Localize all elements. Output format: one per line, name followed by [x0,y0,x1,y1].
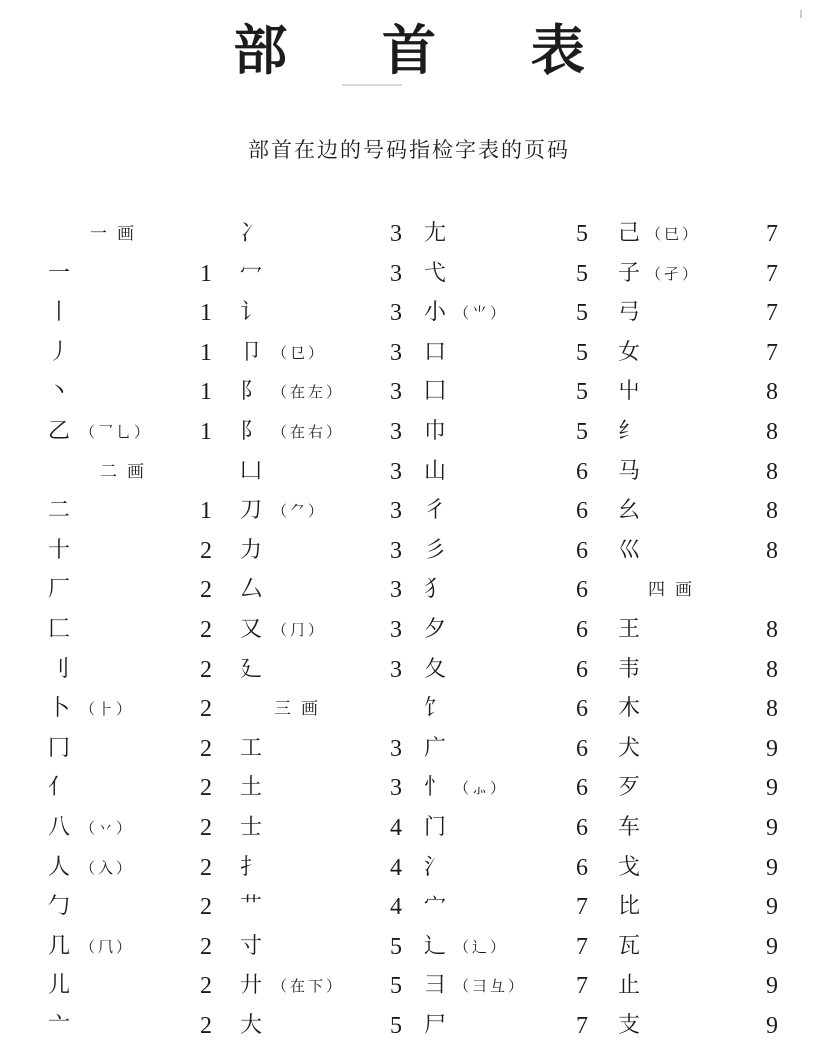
radical-char: 讠 [240,300,263,326]
radical-char: 氵 [424,854,447,880]
radical-char: 亠 [48,1013,71,1038]
page-number: 6 [576,656,588,683]
radical-row [240,849,420,887]
page-number: 6 [576,735,588,762]
page-number: 3 [390,379,402,406]
radical-row [618,413,798,451]
radical-row [618,255,798,293]
radical-variant: （㔾） [272,343,327,362]
stroke-count-label: 四画 [648,580,702,601]
radical-row [424,769,600,807]
radical-row [424,453,600,491]
page-number: 5 [576,221,588,247]
radical-row [618,651,798,689]
page-number: 7 [766,300,778,327]
radical-row [48,571,228,609]
page-number: 1 [200,339,212,366]
radical-char: 木 [618,696,641,722]
radical-char: 亻 [48,775,71,801]
radical-char: 忄 [424,775,447,801]
radical-row [48,888,228,926]
radical-row [618,928,798,966]
page-number: 2 [200,656,212,683]
radical-char: 己 [618,221,641,246]
page-subtitle: 部首在边的号码指检字表的页码 [248,138,570,162]
page-number: 7 [576,894,588,921]
radical-row [618,690,798,728]
radical-row [240,928,420,966]
page-number: 5 [576,260,588,287]
page-number: 5 [576,300,588,327]
radical-char: 王 [618,617,641,642]
radical-char: 儿 [48,973,71,999]
radical-char: 厂 [48,577,71,603]
radical-row [48,651,228,689]
page-number: 7 [576,973,588,1000]
scan-edge-mark [800,10,802,18]
radical-row [424,690,600,728]
radical-variant: （⺇） [80,937,135,956]
radical-row [240,413,420,451]
radical-char: 犭 [424,577,447,603]
radical-char: 冂 [48,735,71,761]
radical-char: 尸 [424,1013,447,1038]
column-3 [424,0,600,1059]
page-number: 9 [766,894,778,921]
radical-char: 土 [240,775,263,801]
radical-char: 尢 [424,221,447,246]
radical-row [48,730,228,768]
radical-row [618,888,798,926]
radical-row [618,967,798,1005]
radical-char: 八 [48,815,71,840]
radical-char: 丨 [48,300,71,326]
radical-row [240,453,420,491]
radical-row [48,492,228,530]
radical-char: 口 [424,339,447,365]
radical-row [240,571,420,609]
page-number: 5 [576,419,588,445]
radical-char: 弓 [618,300,641,326]
stroke-count-label: 一画 [90,224,144,244]
radical-char: 乙 [48,419,71,444]
radical-row [618,373,798,411]
radical-char: 廴 [240,656,263,682]
radical-row [424,809,600,847]
radical-char: 小 [424,300,447,326]
page-number: 8 [766,617,778,643]
radical-row [618,334,798,372]
radical-row [48,690,228,728]
page-number: 8 [766,458,778,485]
radical-row [48,611,228,649]
page-number: 2 [200,537,212,564]
radical-row [240,809,420,847]
radical-row [618,294,798,332]
page-number: 6 [576,696,588,723]
radical-row [424,373,600,411]
page-number: 7 [766,339,778,366]
radical-row [424,413,600,451]
page-number: 6 [576,458,588,485]
page-number: 9 [766,815,778,841]
radical-char: 门 [424,815,447,840]
page-number: 3 [390,221,402,247]
radical-row [618,532,798,570]
page-number: 3 [390,775,402,802]
radical-char: 女 [618,339,641,365]
radical-char: 犬 [618,735,641,761]
radical-char: 几 [48,933,71,959]
radical-char: 巾 [424,419,447,444]
page-number: 3 [390,735,402,762]
radical-row [240,769,420,807]
radical-variant: （孑） [646,264,701,283]
radical-char: 山 [424,458,447,484]
page-number: 8 [766,498,778,525]
radical-char: 戈 [618,854,641,880]
radical-char: 支 [618,1013,641,1038]
page-number: 1 [200,300,212,327]
radical-char: 宀 [424,894,447,920]
radical-char: 士 [240,815,263,840]
radical-char: 饣 [424,696,447,722]
radical-char: 囗 [424,379,447,405]
page-number: 2 [200,696,212,723]
radical-char: 子 [618,260,641,286]
radical-row [424,215,600,253]
stroke-count-header [48,215,228,253]
radical-char: 瓦 [618,933,641,959]
radical-char: 卜 [48,696,71,722]
radical-char: 辶 [424,933,447,959]
page-number: 1 [200,498,212,525]
radical-char: 勹 [48,894,71,920]
radical-row [424,255,600,293]
page-number: 6 [576,577,588,604]
radical-char: 又 [240,617,263,642]
radical-char: 丶 [48,379,71,405]
page-number: 1 [200,260,212,287]
radical-row [618,1007,798,1045]
radical-row [48,294,228,332]
radical-variant: （在右） [272,423,345,441]
radical-row [618,730,798,768]
stroke-count-header [48,453,228,491]
page-number: 6 [576,854,588,881]
radical-row [424,928,600,966]
page-number: 3 [390,419,402,445]
column-1 [48,0,228,1059]
page-number: 9 [766,1013,778,1039]
radical-char: 卩 [240,339,263,365]
radical-variant: （在左） [272,383,345,402]
radical-row [424,651,600,689]
radical-row [240,373,420,411]
radical-row [424,730,600,768]
radical-variant: （丷） [80,819,135,837]
radical-char: 冫 [240,221,263,246]
page-number: 5 [390,1013,402,1039]
radical-char: 比 [618,894,641,920]
radical-row [48,532,228,570]
page-number: 4 [390,815,402,841]
radical-row [48,769,228,807]
page-number: 8 [766,537,778,564]
radical-variant: （入） [80,858,135,877]
radical-row [48,334,228,372]
radical-row [48,413,228,451]
page-number: 6 [576,617,588,643]
page-number: 2 [200,577,212,604]
page-number: 2 [200,775,212,802]
page-number: 7 [576,933,588,960]
radical-row [240,334,420,372]
radical-row [240,888,420,926]
page-number: 5 [390,973,402,1000]
page-number: 8 [766,419,778,445]
radical-row [618,809,798,847]
radical-row [618,849,798,887]
radical-row [424,849,600,887]
page-title: 部 首 表 [233,18,623,82]
radical-row [240,651,420,689]
page-number: 3 [390,458,402,485]
radical-row [424,492,600,530]
radical-char: 刀 [240,498,263,524]
page-number: 2 [200,973,212,1000]
page-number: 3 [390,617,402,643]
page-number: 6 [576,498,588,525]
page-number: 9 [766,973,778,1000]
radical-row [240,492,420,530]
radical-row [240,215,420,253]
radical-char: 冖 [240,260,263,286]
radical-char: 彡 [424,537,447,563]
page-number: 8 [766,656,778,683]
radical-char: 艹 [240,894,263,920]
page-number: 9 [766,933,778,960]
page-number: 1 [200,419,212,445]
page-number: 7 [766,221,778,247]
radical-row [424,532,600,570]
radical-row [618,769,798,807]
radical-char: 厶 [240,577,263,603]
page-number: 9 [766,854,778,881]
radical-row [48,1007,228,1045]
radical-char: 歹 [618,775,641,801]
radical-row [48,255,228,293]
radical-char: 十 [48,537,71,563]
radical-row [618,611,798,649]
radical-variant: （⺕彑） [454,977,527,996]
radical-char: 巛 [618,537,641,563]
page-number: 2 [200,617,212,643]
radical-variant: （⺊） [80,700,135,719]
page-number: 2 [200,854,212,881]
page-number: 5 [390,933,402,960]
radical-row [48,373,228,411]
radical-row [424,611,600,649]
radical-char: 纟 [618,419,641,444]
page-number: 2 [200,735,212,762]
radical-row [240,730,420,768]
radical-row [240,294,420,332]
radical-variant: （辶） [454,937,509,956]
page-number: 8 [766,379,778,406]
radical-char: 止 [618,973,641,999]
radical-variant: （⺗） [454,779,509,798]
page-number: 3 [390,498,402,525]
page-number: 6 [576,775,588,802]
radical-char: 幺 [618,498,641,524]
radical-char: 二 [48,498,71,524]
radical-char: 车 [618,815,641,840]
radical-char: 夕 [424,617,447,642]
radical-char: 凵 [240,458,263,484]
stroke-count-header [618,571,798,609]
page-number: 8 [766,696,778,723]
radical-char: 韦 [618,656,641,682]
radical-char: 夂 [424,656,447,682]
stroke-count-label: 三画 [274,699,328,720]
page-number: 2 [200,894,212,921]
page-number: 4 [390,894,402,921]
radical-row [48,809,228,847]
radical-variant: （在下） [272,977,345,996]
radical-char: 力 [240,537,263,563]
radical-char: 广 [424,735,447,761]
radical-char: 丿 [48,339,71,365]
radical-row [424,294,600,332]
page-number: 2 [200,815,212,841]
radical-row [618,453,798,491]
radical-char: 阝 [240,379,263,405]
radical-row [240,532,420,570]
page-number: 9 [766,775,778,802]
radical-row [618,492,798,530]
radical-char: 人 [48,854,71,880]
page-number: 3 [390,537,402,564]
stroke-count-label: 二画 [100,461,154,482]
column-2 [240,0,420,1059]
radical-char: 刂 [48,656,71,682]
radical-char: 寸 [240,933,263,959]
radical-row [618,215,798,253]
radical-char: 阝 [240,419,263,444]
page-number: 5 [576,379,588,406]
page-number: 6 [576,537,588,564]
radical-row [424,967,600,1005]
radical-char: 匚 [48,617,71,642]
radical-char: 彳 [424,498,447,524]
page-number: 1 [200,379,212,406]
radical-char: 一 [48,260,71,286]
radical-char: 大 [240,1013,263,1038]
page-number: 3 [390,339,402,366]
page-number: 3 [390,300,402,327]
radical-variant: （巳） [646,225,701,243]
radical-variant: （乛乚） [80,423,153,441]
radical-char: 屮 [618,379,641,405]
radical-row [424,571,600,609]
radical-row [240,255,420,293]
radical-row [240,1007,420,1045]
page-number: 4 [390,854,402,881]
radical-row [424,334,600,372]
page-number: 3 [390,577,402,604]
radical-variant: （⺈） [272,502,327,521]
radical-row [240,611,420,649]
page-number: 6 [576,815,588,841]
page-number: 7 [766,260,778,287]
page-number: 9 [766,735,778,762]
radical-row [48,967,228,1005]
radical-row [424,1007,600,1045]
page-number: 3 [390,656,402,683]
radical-row [48,849,228,887]
radical-row [240,967,420,1005]
page-number: 2 [200,933,212,960]
radical-char: 彐 [424,973,447,999]
radical-variant: （⺆） [272,621,327,639]
radical-row [424,888,600,926]
stroke-count-header [240,690,420,728]
radical-variant: （⺌） [454,304,509,323]
radical-char: 工 [240,735,263,761]
page-number: 2 [200,1013,212,1039]
radical-char: 廾 [240,973,263,999]
radical-row [48,928,228,966]
page-number: 5 [576,339,588,366]
page-number: 7 [576,1013,588,1039]
column-4 [618,0,798,1059]
radical-char: 扌 [240,854,263,880]
radical-char: 弋 [424,260,447,286]
radical-char: 马 [618,458,641,484]
page-number: 3 [390,260,402,287]
